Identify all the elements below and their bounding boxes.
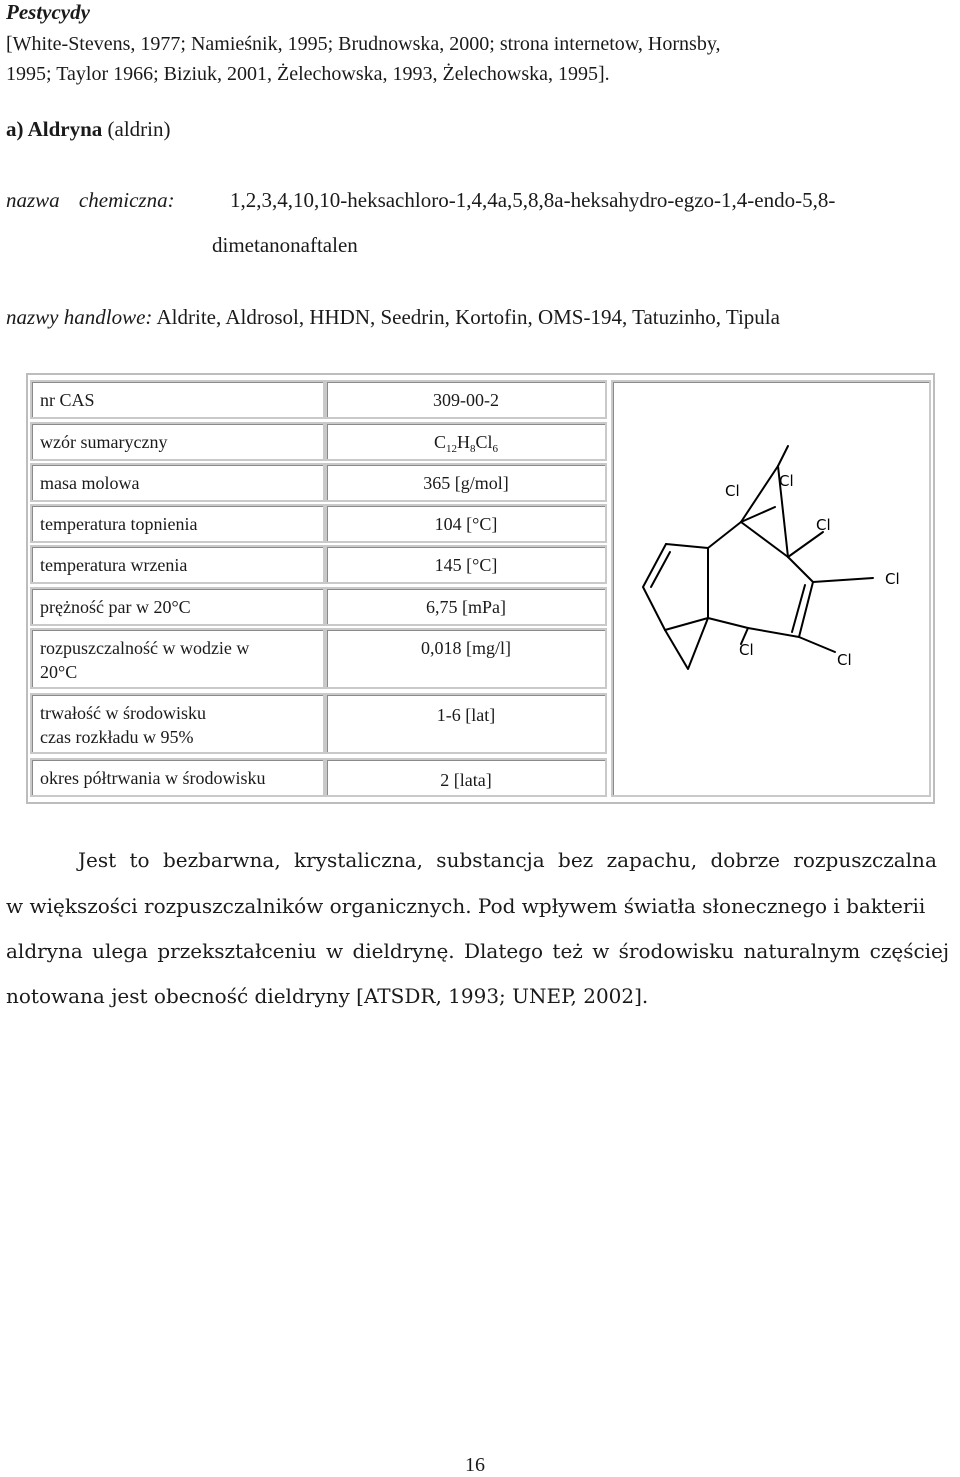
trade-names-value: Aldrite, Aldrosol, HHDN, Seedrin, Kortofin, OMS-194, Tatuzinho, Tipula	[156, 305, 780, 329]
subsection-label: a) Aldryna	[6, 117, 103, 141]
property-value-molar-mass: 365 [g/mol]	[325, 463, 607, 502]
cl-label-2: Cl	[779, 472, 794, 490]
bond-right-2	[799, 582, 813, 637]
paragraph-line-4: notowana jest obecność dieldryny [ATSDR, 1993; UNEP, 2002].	[6, 984, 649, 1008]
formula-c: C	[433, 432, 446, 452]
bond-inner-1	[741, 522, 788, 557]
property-label-cas: nr CAS	[30, 380, 325, 419]
cl-label-4: Cl	[885, 570, 900, 588]
references	[6, 29, 951, 89]
bond-left-1	[643, 544, 666, 630]
subsection-alias: (aldrin)	[107, 117, 171, 141]
property-value-cas: 309-00-2	[325, 380, 607, 419]
property-label-persistence	[30, 693, 325, 754]
paragraph-line-3: aldryna ulega przekształceniu w dieldrynę. Dlatego też w środowisku naturalnym częściej	[6, 939, 950, 963]
formula-cl: Cl	[475, 432, 493, 452]
solubility-label-line-1: rozpuszczalność w wodzie w	[40, 638, 250, 658]
bond-left-top	[666, 544, 708, 548]
formula-h-count: 8	[470, 443, 476, 455]
bond-to-cl4	[813, 578, 873, 582]
structure-cell	[611, 380, 931, 797]
formula-cl-count: 6	[492, 443, 499, 455]
property-label-solubility	[30, 628, 325, 689]
aldrin-structure-diagram	[613, 382, 929, 795]
section-title: Pestycydy	[6, 0, 90, 24]
property-value-melting: 104 [°C]	[325, 504, 607, 543]
trade-names	[6, 305, 780, 330]
bond-left-double	[651, 552, 670, 587]
bond-cl2-link	[778, 446, 788, 466]
property-value-persistence: 1-6 [lat]	[325, 693, 607, 754]
bond-to-cl6	[799, 637, 835, 652]
chemical-name-value: 1,2,3,4,10,10-heksachloro-1,4,4a,5,8,8a-heksahydro-egzo-1,4-endo-5,8-	[230, 188, 836, 212]
property-value-solubility: 0,018 [mg/l]	[325, 628, 607, 689]
references-line-2: 1995; Taylor 1966; Biziuk, 2001, Żelechowska, 1993, Żelechowska, 1995].	[6, 63, 610, 85]
property-value-vapor-pressure: 6,75 [mPa]	[325, 587, 607, 626]
property-label-melting: temperatura topnienia	[30, 504, 325, 543]
persistence-label-line-2: czas rozkładu w 95%	[40, 727, 194, 747]
property-value-formula	[325, 422, 607, 461]
property-label-vapor-pressure: prężność par w 20°C	[30, 587, 325, 626]
paragraph-line-2: w większości rozpuszczalników organicznych. Pod wpływem światła słonecznego i bakterii	[6, 894, 926, 918]
property-value-half-life: 2 [lata]	[325, 758, 607, 797]
property-value-boiling: 145 [°C]	[325, 545, 607, 584]
formula-c-count: 12	[446, 443, 457, 455]
cl-label-6: Cl	[837, 651, 852, 669]
cl-label-3: Cl	[816, 516, 831, 534]
page-number: 16	[465, 1454, 485, 1476]
persistence-label-line-1: trwałość w środowisku	[40, 703, 206, 723]
bond-to-cl3	[788, 532, 823, 557]
bond-center-down	[708, 618, 748, 628]
property-label-formula: wzór sumaryczny	[30, 422, 325, 461]
bond-right-1	[788, 557, 813, 582]
subsection-heading	[6, 117, 171, 142]
bond-left-bottom	[665, 618, 708, 630]
bond-bottom-bridge	[665, 618, 708, 669]
bond-center-up	[708, 522, 741, 548]
trade-names-label: nazwy handlowe:	[6, 305, 153, 329]
references-line-1: [White-Stevens, 1977; Namieśnik, 1995; Brudnowska, 2000; strona internetow, Hornsby,	[6, 33, 721, 55]
property-label-half-life: okres półtrwania w środowisku	[30, 758, 325, 797]
paragraph-line-1: Jest to bezbarwna, krystaliczna, substancja bez zapachu, dobrze rozpuszczalna	[78, 848, 937, 872]
property-label-boiling: temperatura wrzenia	[30, 545, 325, 584]
formula-h: H	[457, 432, 470, 452]
cl-label-5: Cl	[739, 641, 754, 659]
solubility-label-line-2: 20°C	[40, 662, 78, 682]
property-label-molar-mass: masa molowa	[30, 463, 325, 502]
chemical-name-label: nazwa chemiczna:	[6, 188, 175, 212]
cl-label-1: Cl	[725, 482, 740, 500]
chemical-name-value-cont: dimetanonaftalen	[212, 233, 358, 257]
